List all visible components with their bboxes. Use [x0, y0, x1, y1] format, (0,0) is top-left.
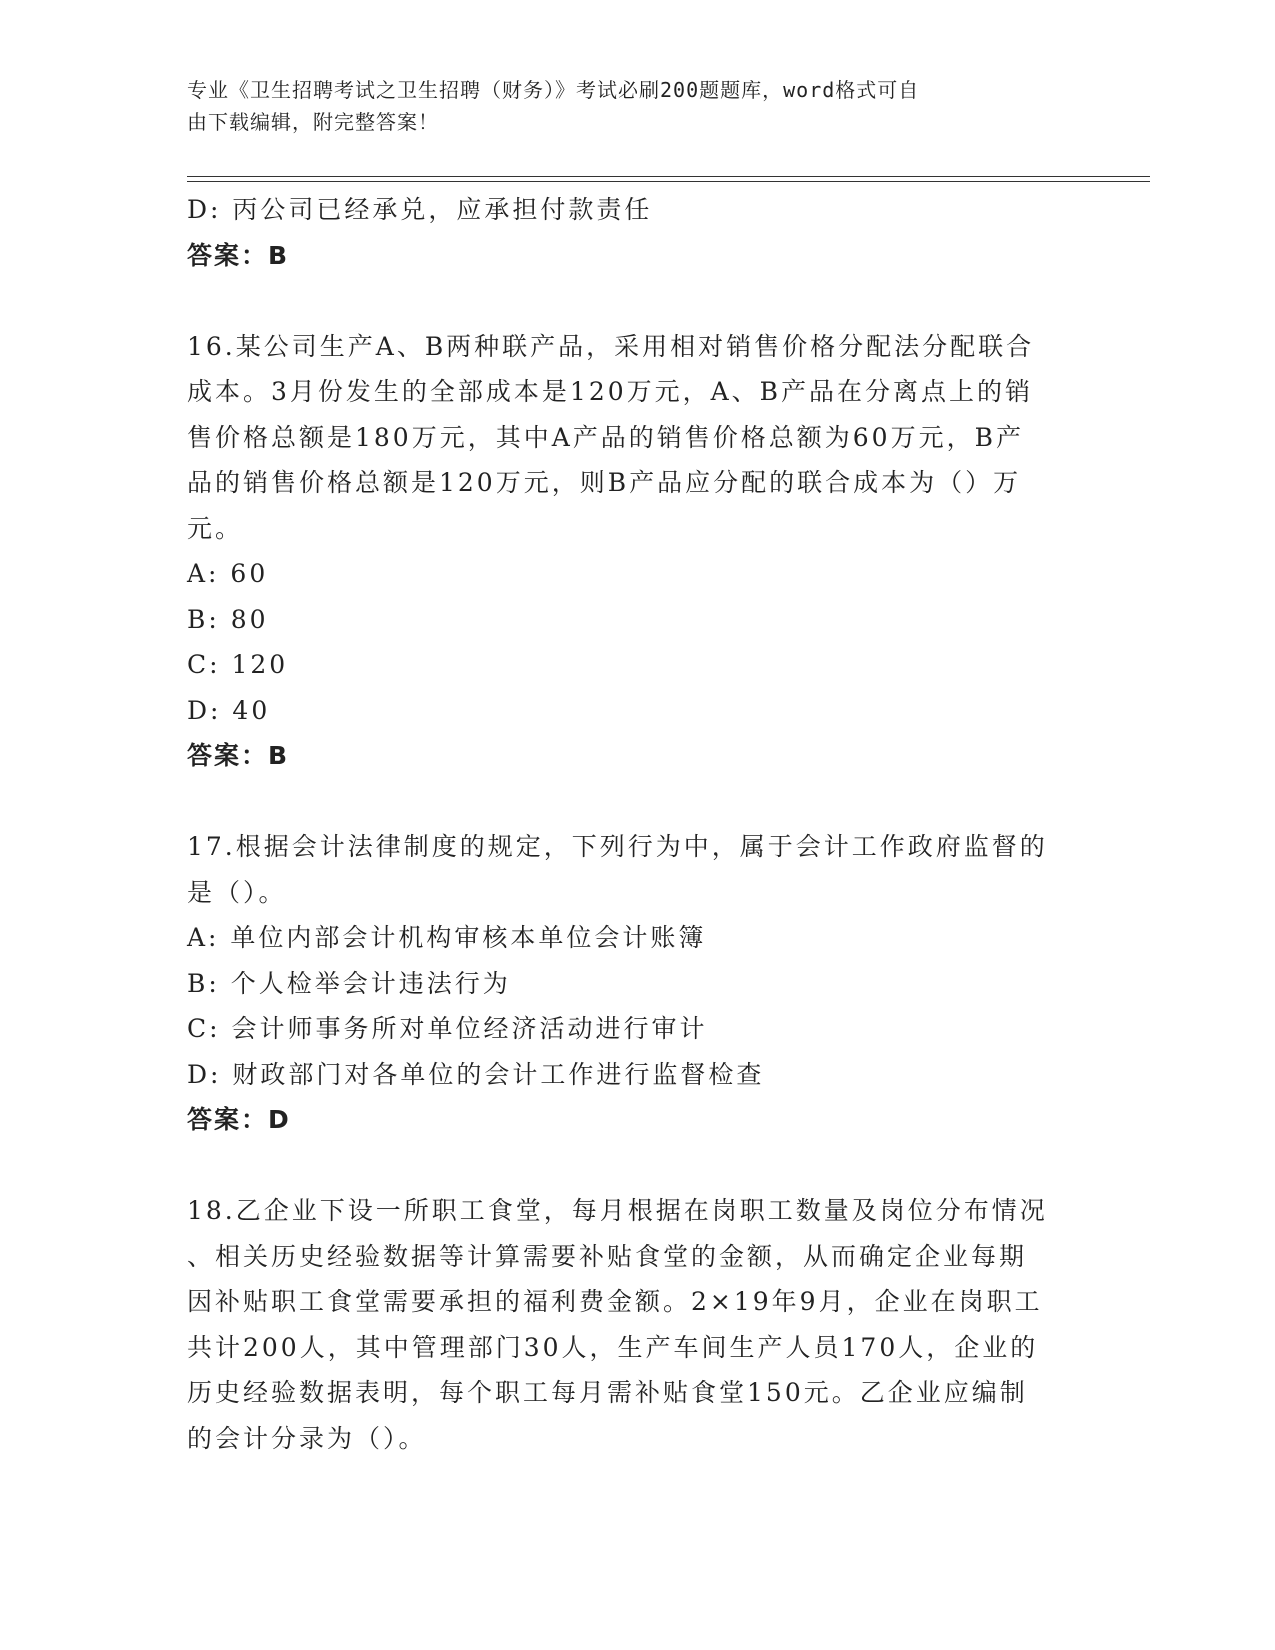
question-16 [187, 324, 1087, 779]
question-text-line: 16.某公司生产A、B两种联产品，采用相对销售价格分配法分配联合 [187, 331, 1035, 361]
option-c: C: 120 [187, 650, 289, 679]
question-text-line: 17.根据会计法律制度的规定，下列行为中，属于会计工作政府监督的 [187, 832, 1048, 861]
answer-line: 答案：B [187, 240, 290, 270]
question-17 [187, 824, 1087, 1143]
previous-question-tail [187, 187, 1087, 278]
spacer [187, 278, 1087, 324]
question-18 [187, 1188, 1087, 1461]
question-text-line: 因补贴职工食堂需要承担的福利费金额。2×19年9月，企业在岗职工 [187, 1287, 1043, 1316]
question-text-line: 售价格总额是180万元，其中A产品的销售价格总额为60万元，B产 [187, 422, 1024, 452]
option-b: B: 个人检举会计违法行为 [187, 968, 511, 998]
question-text-line: 是（）。 [187, 877, 287, 907]
header-line-1: 专业《卫生招聘考试之卫生招聘（财务）》考试必刷200题题库，word格式可自 [187, 78, 920, 102]
question-text-line: 、相关历史经验数据等计算需要补贴食堂的金额，从而确定企业每期 [187, 1241, 1028, 1271]
page-header [187, 74, 1087, 138]
spacer [187, 1143, 1087, 1189]
spacer [187, 779, 1087, 825]
question-text-line: 成本。3月份发生的全部成本是120万元，A、B产品在分离点上的销 [187, 377, 1034, 406]
question-text-line: 历史经验数据表明，每个职工每月需补贴食堂150元。乙企业应编制 [187, 1378, 1028, 1407]
option-c: C: 会计师事务所对单位经济活动进行审计 [187, 1014, 708, 1043]
document-body [187, 187, 1087, 1461]
option-d: D: 40 [187, 695, 271, 725]
question-text-line: 共计200人，其中管理部门30人，生产车间生产人员170人，企业的 [187, 1332, 1039, 1362]
question-text-line: 的会计分录为（）。 [187, 1423, 427, 1453]
answer-line: 答案：B [187, 741, 290, 770]
option-b: B: 80 [187, 604, 269, 634]
header-line-2: 由下载编辑，附完整答案！ [187, 110, 439, 134]
option-a: A: 单位内部会计机构审核本单位会计账簿 [187, 923, 707, 952]
header-divider-bottom [187, 181, 1150, 182]
option-d: D: 财政部门对各单位的会计工作进行监督检查 [187, 1059, 765, 1089]
option-d: D: 丙公司已经承兑，应承担付款责任 [187, 195, 653, 224]
answer-line: 答案：D [187, 1105, 291, 1134]
question-text-line: 品的销售价格总额是120万元，则B产品应分配的联合成本为（）万 [187, 468, 1022, 497]
option-a: A: 60 [187, 559, 269, 588]
header-divider-top [187, 176, 1150, 177]
question-text-line: 元。 [187, 513, 244, 543]
question-text-line: 18.乙企业下设一所职工食堂，每月根据在岗职工数量及岗位分布情况 [187, 1196, 1048, 1225]
